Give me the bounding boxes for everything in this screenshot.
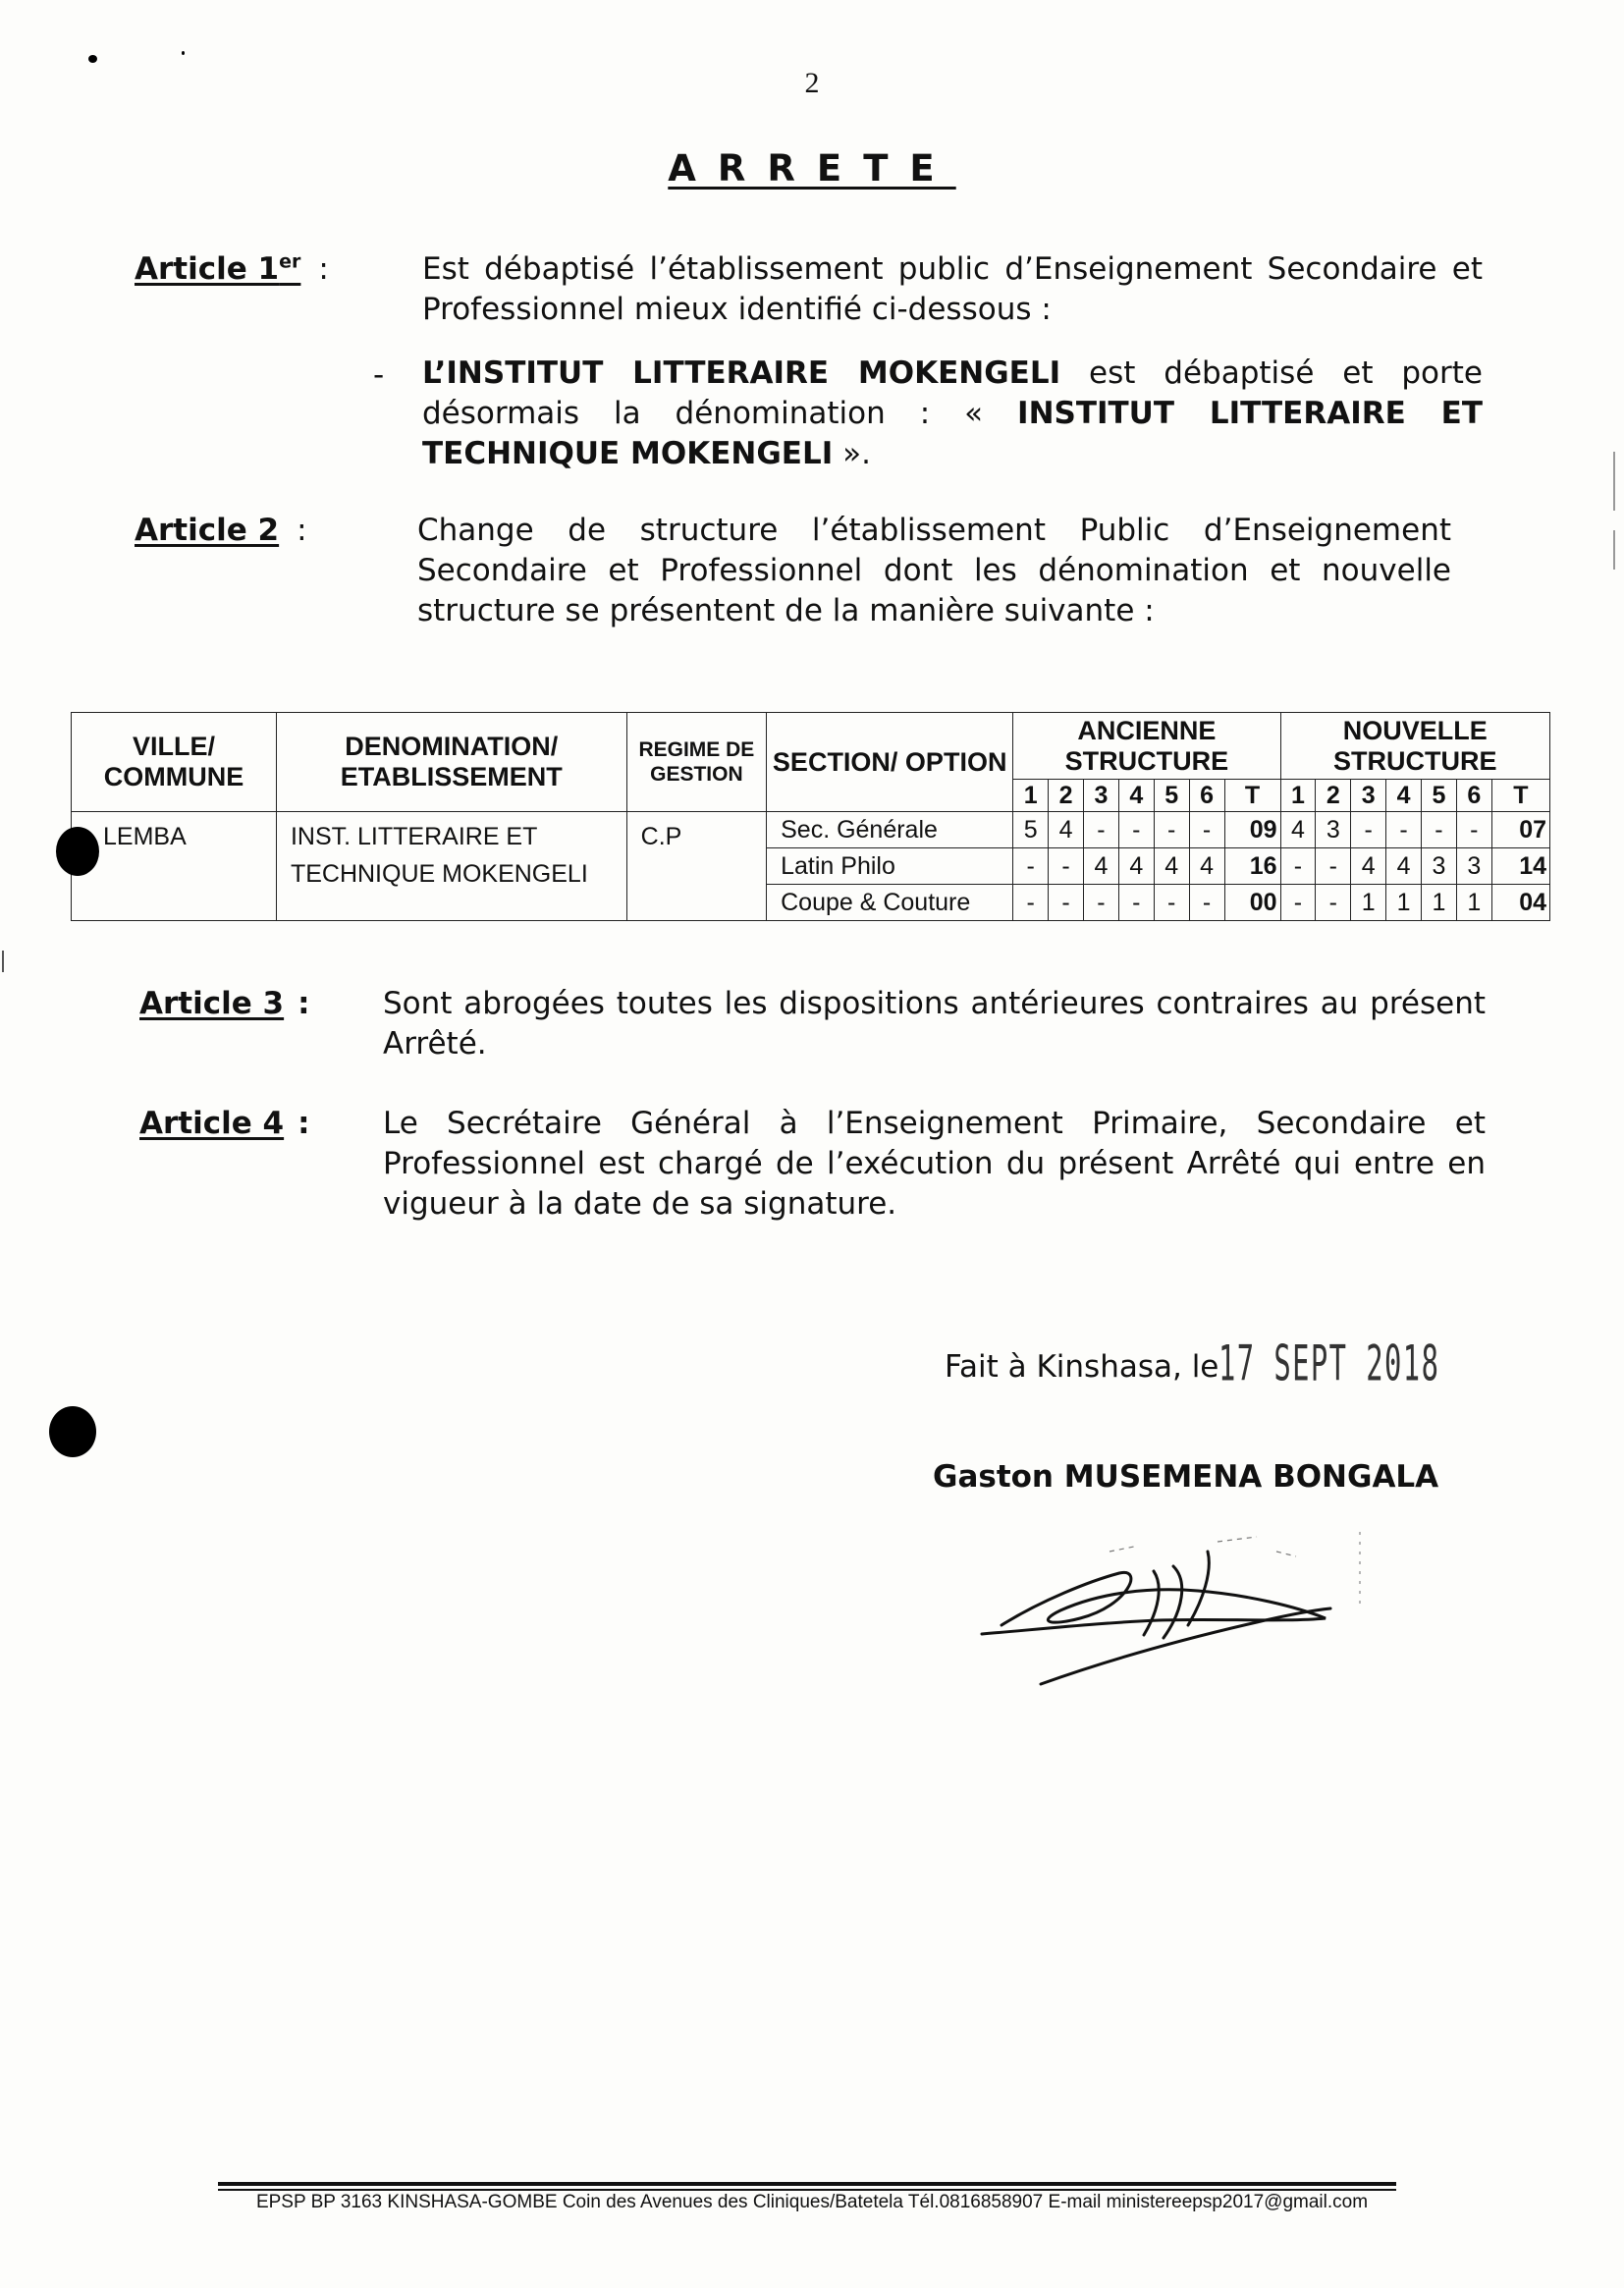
new-total-cell: 14 [1491,848,1549,885]
new-year-cell: 1 [1456,885,1491,921]
old-year-cell: - [1084,885,1119,921]
new-year-cell: 4 [1351,848,1386,885]
table-row [72,812,1550,848]
article-2-label: Article 2 : [135,513,307,548]
old-year-cell: - [1154,885,1189,921]
new-year-cell: 3 [1456,848,1491,885]
scan-speck [88,55,97,63]
year-header: 4 [1386,780,1422,812]
year-header: 6 [1189,780,1224,812]
scan-speck [182,51,185,55]
page-number: 2 [804,67,820,99]
year-header: 3 [1351,780,1386,812]
year-header: 2 [1049,780,1084,812]
old-total-cell: 16 [1224,848,1280,885]
new-year-cell: - [1351,812,1386,848]
header-ville-commune: VILLE/ COMMUNE [72,713,277,812]
old-year-cell: - [1189,812,1224,848]
old-year-cell: - [1049,848,1084,885]
article-2-text: Change de structure l’établissement Public d’Enseignement Secondaire et Professionnel dont les dénomination et nouvelle structure se présentent de la manière suivante : [417,513,1451,628]
date-stamp: 17 SEPT 2018 [1218,1335,1440,1392]
old-year-cell: 4 [1118,848,1154,885]
article-1-label: Article 1er : [135,251,329,288]
year-header: 5 [1154,780,1189,812]
new-year-cell: 1 [1422,885,1457,921]
article-1-item: L’INSTITUT LITTERAIRE MOKENGELI est débaptisé et porte désormais la dénomination : « INSTITUT LITTERAIRE ET TECHNIQUE MOKENGELI ». [422,355,1483,471]
old-year-cell: 4 [1084,848,1119,885]
article-4-text: Le Secrétaire Général à l’Enseignement Primaire, Secondaire et Professionnel est chargé de l’exécution du présent Arrêté qui entre en vigueur à la date de sa signature. [383,1106,1486,1222]
old-year-cell: - [1154,812,1189,848]
header-denomination: DENOMINATION/ ETABLISSEMENT [276,713,626,812]
new-year-cell: - [1456,812,1491,848]
old-year-cell: - [1013,848,1049,885]
article-3-text: Sont abrogées toutes les dispositions antérieures contraires au présent Arrêté. [383,986,1486,1062]
new-year-cell: - [1280,848,1316,885]
new-total-cell: 07 [1491,812,1549,848]
option-cell: Coupe & Couture [767,885,1013,921]
new-year-cell: 1 [1351,885,1386,921]
new-year-cell: 4 [1280,812,1316,848]
year-header: 6 [1456,780,1491,812]
year-header: 5 [1422,780,1457,812]
new-year-cell: 3 [1422,848,1457,885]
year-header: 1 [1280,780,1316,812]
scan-mark [2,951,4,972]
new-year-cell: - [1280,885,1316,921]
footer-rule [218,2189,1396,2191]
new-total-cell: 04 [1491,885,1549,921]
old-year-cell: 4 [1189,848,1224,885]
new-year-cell: - [1316,848,1351,885]
year-header: 4 [1118,780,1154,812]
footer-address: EPSP BP 3163 KINSHASA-GOMBE Coin des Avenues des Cliniques/Batetela Tél.0816858907 E-mail ministereepsp2017@gmail.com [255,2192,1369,2212]
new-year-cell: - [1386,812,1422,848]
year-header: 2 [1316,780,1351,812]
old-year-cell: 5 [1013,812,1049,848]
footer-rule [218,2182,1396,2186]
old-year-cell: - [1118,812,1154,848]
handwritten-signature [962,1512,1394,1699]
ville-commune-cell: LEMBA [72,812,277,921]
denomination-cell: INST. LITTERAIRE ET TECHNIQUE MOKENGELI [276,812,626,921]
old-year-cell: - [1084,812,1119,848]
regime-cell: C.P [626,812,766,921]
signatory-name: Gaston MUSEMENA BONGALA [933,1459,1439,1495]
header-regime-gestion: REGIME DE GESTION [626,713,766,812]
old-year-cell: - [1049,885,1084,921]
structure-table [71,712,1550,921]
punch-hole-mark [56,827,99,876]
punch-hole-mark [49,1406,96,1457]
scan-mark [1613,530,1615,570]
new-year-cell: 3 [1316,812,1351,848]
year-header: 1 [1013,780,1049,812]
new-year-cell: 4 [1386,848,1422,885]
scan-mark [1613,452,1615,511]
old-year-cell: 4 [1154,848,1189,885]
article-3-label: Article 3 : [139,986,310,1021]
total-header: T [1224,780,1280,812]
total-header: T [1491,780,1549,812]
old-total-cell: 00 [1224,885,1280,921]
old-total-cell: 09 [1224,812,1280,848]
old-year-cell: 4 [1049,812,1084,848]
article-1-bullet: - [373,357,385,393]
header-ancienne-structure: ANCIENNE STRUCTURE [1013,713,1280,780]
new-year-cell: - [1316,885,1351,921]
new-year-cell: 1 [1386,885,1422,921]
header-nouvelle-structure: NOUVELLE STRUCTURE [1280,713,1549,780]
header-section-option: SECTION/ OPTION [767,713,1013,812]
option-cell: Latin Philo [767,848,1013,885]
article-1-text: Est débaptisé l’établissement public d’Enseignement Secondaire et Professionnel mieux identifié ci-dessous : [422,251,1483,327]
decree-title: ARRETE [668,147,956,190]
place-date: Fait à Kinshasa, le17 SEPT 2018 [945,1335,1440,1392]
option-cell: Sec. Générale [767,812,1013,848]
old-year-cell: - [1013,885,1049,921]
old-year-cell: - [1189,885,1224,921]
year-header: 3 [1084,780,1119,812]
old-year-cell: - [1118,885,1154,921]
article-4-label: Article 4 : [139,1106,310,1141]
new-year-cell: - [1422,812,1457,848]
